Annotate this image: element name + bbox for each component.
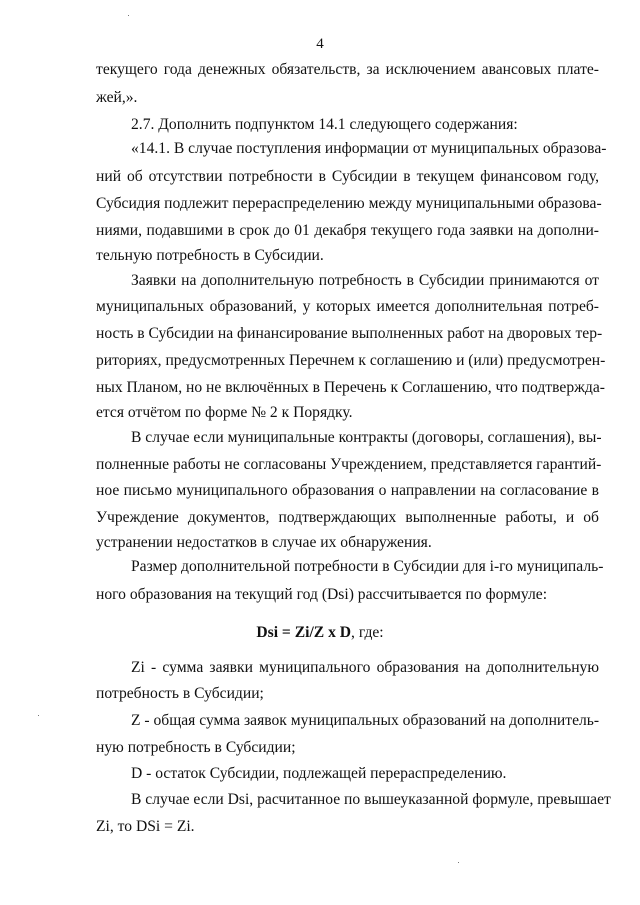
text-line: ных Планом, но не включённых в Перечень к Соглашению, что подтвержда-: [96, 379, 605, 396]
text-line: Z - общая сумма заявок муниципальных образований на дополнитель-: [131, 712, 600, 729]
text-line: Размер дополнительной потребности в Субсидии для i-го муниципаль-: [131, 558, 604, 575]
page-number: 4: [316, 36, 324, 52]
text-line: ется отчётом по форме № 2 к Порядку.: [96, 404, 353, 421]
text-line: Заявки на дополнительную потребность в Субсидии принимаются от: [131, 272, 599, 289]
text-line: текущего года денежных обязательств, за исключением авансовых плате-: [96, 61, 599, 78]
text-line: «14.1. В случае поступления информации от муниципальных образова-: [131, 140, 607, 157]
formula-suffix: , где:: [351, 624, 384, 641]
text-line: В случае если муниципальные контракты (договоры, соглашения), вы-: [131, 429, 602, 446]
formula-expression: Dsi = Zi/Z x D: [256, 624, 352, 641]
text-line: В случае если Dsi, расчитанное по вышеуказанной формуле, превышает: [131, 791, 611, 808]
text-line: Zi, то DSi = Zi.: [96, 818, 195, 835]
formula: [0, 623, 640, 643]
text-line: Учреждение документов, подтверждающих выполненные работы, и об: [96, 509, 599, 526]
text-line: устранении недостатков в случае их обнаружения.: [96, 534, 432, 551]
scan-speck: [128, 15, 129, 16]
text-line: тельную потребность в Субсидии.: [96, 247, 324, 264]
text-line: ность в Субсидии на финансирование выполненных работ на дворовых тер-: [96, 325, 603, 342]
text-line: D - остаток Субсидии, подлежащей перераспределению.: [131, 765, 507, 782]
text-line: потребность в Субсидии;: [96, 685, 264, 702]
text-line: риториях, предусмотренных Перечнем к соглашению и (или) предусмотрен-: [96, 352, 606, 369]
scan-speck: [458, 862, 459, 863]
text-line: ное письмо муниципального образования о направлении на согласование в: [96, 482, 599, 499]
text-line: Субсидия подлежит перераспределению между муниципальными образова-: [96, 195, 602, 212]
text-line: Zi - сумма заявки муниципального образования на дополнительную: [131, 659, 599, 676]
text-line: муниципальных образований, у которых имеется дополнительная потреб-: [96, 298, 599, 315]
text-line: полненные работы не согласованы Учреждением, представляется гарантий-: [96, 456, 602, 473]
text-line: ного образования на текущий год (Dsi) рассчитывается по формуле:: [96, 586, 548, 603]
text-line: жей,».: [96, 89, 138, 106]
scan-speck: [38, 715, 39, 716]
text-line: ную потребность в Субсидии;: [96, 739, 296, 756]
text-line: ний об отсутствии потребности в Субсидии в текущем финансовом году,: [96, 168, 599, 185]
text-line: 2.7. Дополнить подпунктом 14.1 следующего содержания:: [131, 116, 518, 133]
text-line: ниями, подавшими в срок до 01 декабря текущего года заявки на дополни-: [96, 222, 599, 239]
